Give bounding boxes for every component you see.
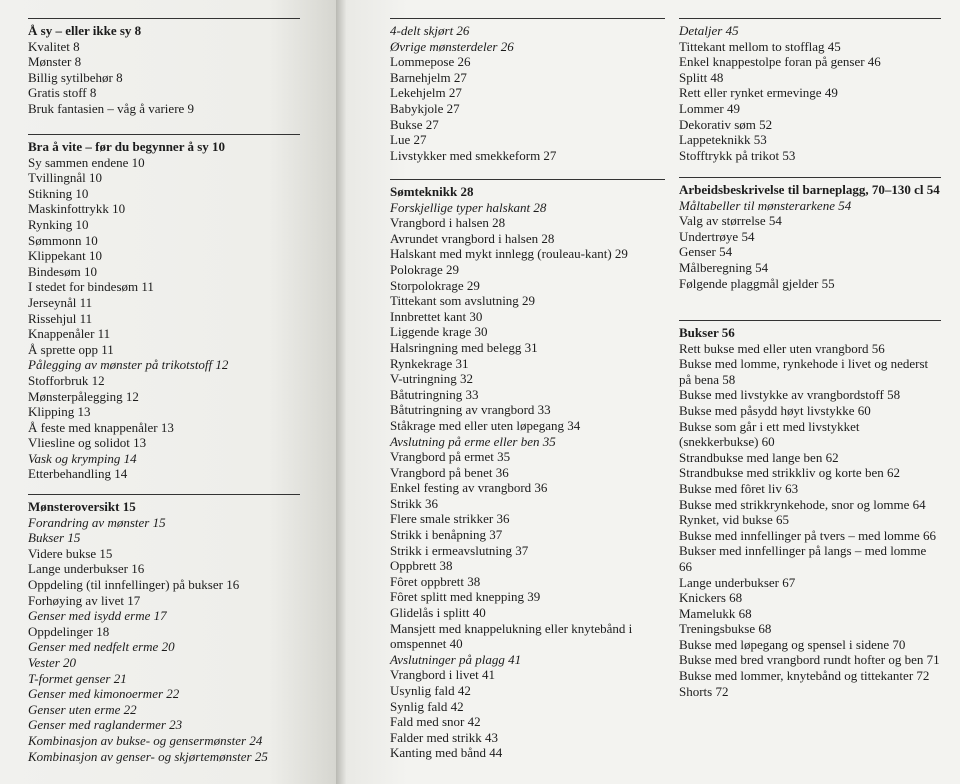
toc-entry: Genser med nedfelt erme 20 <box>28 639 175 655</box>
toc-section <box>679 177 941 291</box>
toc-entry: Bukser 15 <box>28 530 81 546</box>
toc-entry: Lange underbukser 16 <box>28 561 145 577</box>
toc-entry: Glidelås i splitt 40 <box>390 605 486 621</box>
toc-entry: Gratis stoff 8 <box>28 85 97 101</box>
toc-entry: Pålegging av mønster på trikotstoff 12 <box>28 357 229 373</box>
toc-entry: Sømmonn 10 <box>28 232 98 248</box>
section-divider <box>28 18 300 19</box>
toc-entry: Lange underbukser 67 <box>679 574 796 590</box>
toc-entry: Dekorativ søm 52 <box>679 116 773 132</box>
toc-entry: Tittekant mellom to stofflag 45 <box>679 38 841 54</box>
toc-entry: Bukse med livstykke av vrangbordstoff 58 <box>679 387 901 403</box>
toc-entry: Halsringning med belegg 31 <box>390 339 538 355</box>
toc-entry: Rissehjul 11 <box>28 310 93 326</box>
toc-section <box>28 494 300 764</box>
toc-entry: Stikning 10 <box>28 185 89 201</box>
toc-entry: Rynking 10 <box>28 216 89 232</box>
toc-entry: Båtutringning 33 <box>390 386 479 402</box>
toc-entry: Babykjole 27 <box>390 100 460 116</box>
toc-entry: Kombinasjon av bukse- og gensermønster 24 <box>28 732 263 748</box>
toc-entry: Bukse med fôret liv 63 <box>679 480 799 496</box>
section-divider <box>28 494 300 495</box>
toc-entry: Genser med isydd erme 17 <box>28 608 167 624</box>
section-divider <box>679 320 941 321</box>
toc-entry: Fôret oppbrett 38 <box>390 573 481 589</box>
toc-entry: Stofftrykk på trikot 53 <box>679 147 796 163</box>
toc-entry: Oppdeling (til innfellinger) på bukser 16 <box>28 576 240 592</box>
section-divider <box>28 134 300 135</box>
book-gutter <box>336 0 346 784</box>
toc-entry: Avslutninger på plagg 41 <box>390 651 522 667</box>
toc-entry: Genser med kimonoermer 22 <box>28 686 180 702</box>
toc-entry: Bukse med innfellinger på tvers – med lomme 66 <box>679 527 937 543</box>
toc-entry: Halskant med mykt innlegg (rouleau-kant) 29 <box>390 246 628 262</box>
section-divider <box>390 179 665 180</box>
toc-entry: Strandbukse med strikkliv og korte ben 62 <box>679 465 900 481</box>
section-heading: Mønsteroversikt 15 <box>28 499 136 514</box>
toc-entry: Enkel festing av vrangbord 36 <box>390 480 548 496</box>
toc-entry: Vrangbord på ermet 35 <box>390 449 511 465</box>
toc-entry: T-formet genser 21 <box>28 670 127 686</box>
toc-entry: Klippekant 10 <box>28 248 103 264</box>
toc-entry: Rett bukse med eller uten vrangbord 56 <box>679 340 885 356</box>
toc-entry: Mamelukk 68 <box>679 605 752 621</box>
toc-entry: Lekehjelm 27 <box>390 85 462 101</box>
toc-entry: Billig sytilbehør 8 <box>28 69 123 85</box>
section-heading: Arbeidsbeskrivelse til barneplagg, 70–130 cl 54 <box>679 182 940 197</box>
toc-section <box>679 18 941 163</box>
toc-entry: Stofforbruk 12 <box>28 372 105 388</box>
toc-entry: Målberegning 54 <box>679 259 769 275</box>
toc-section <box>390 179 665 761</box>
toc-entry: Strandbukse med lange ben 62 <box>679 449 839 465</box>
toc-entry: Vrangbord i halsen 28 <box>390 215 506 231</box>
toc-entry: Tvillingnål 10 <box>28 170 103 186</box>
section-divider <box>390 18 665 19</box>
toc-entry: Bukser med innfellinger på langs – med lomme 66 <box>679 543 927 574</box>
toc-entry: Bukse med strikkrynkehode, snor og lomme 64 <box>679 496 926 512</box>
toc-entry: Strikk i benåpning 37 <box>390 527 503 543</box>
toc-entry: Vrangbord i livet 41 <box>390 667 496 683</box>
toc-entry: Mansjett med knappelukning eller knytebånd i omspennet 40 <box>390 620 633 652</box>
toc-entry: Rynket, vid bukse 65 <box>679 512 789 528</box>
toc-section <box>390 18 665 163</box>
toc-entry: Forskjellige typer halskant 28 <box>390 199 547 215</box>
toc-entry: Klipping 13 <box>28 404 91 420</box>
toc-section <box>28 134 300 482</box>
toc-entry: Genser 54 <box>679 244 733 260</box>
toc-entry: Rynkekrage 31 <box>390 355 469 371</box>
section-heading: Sømteknikk 28 <box>390 184 474 199</box>
toc-entry: Forhøying av livet 17 <box>28 592 141 608</box>
section-heading: Bra å vite – før du begynner å sy 10 <box>28 139 226 154</box>
toc-entry: Flere smale strikker 36 <box>390 511 510 527</box>
toc-entry: Treningsbukse 68 <box>679 621 772 637</box>
toc-entry: Fôret splitt med knepping 39 <box>390 589 541 605</box>
toc-entry: Lommer 49 <box>679 100 741 116</box>
toc-entry: Knickers 68 <box>679 590 743 606</box>
toc-entry: Mønster 8 <box>28 54 82 70</box>
toc-entry: Oppdelinger 18 <box>28 623 110 639</box>
toc-entry: Kvalitet 8 <box>28 38 80 54</box>
toc-entry: Undertrøye 54 <box>679 228 755 244</box>
toc-entry: Splitt 48 <box>679 69 724 85</box>
toc-entry: Avrundet vrangbord i halsen 28 <box>390 230 555 246</box>
toc-entry: Barnehjelm 27 <box>390 69 467 85</box>
toc-entry: Bukse med lommer, knytebånd og tittekanter 72 <box>679 668 930 684</box>
toc-entry: Å sprette opp 11 <box>28 341 114 357</box>
section-divider <box>679 18 941 19</box>
toc-entry: Vester 20 <box>28 654 77 670</box>
toc-entry: Sy sammen endene 10 <box>28 154 145 170</box>
toc-entry: Lommepose 26 <box>390 54 471 70</box>
toc-entry: Genser med raglandermer 23 <box>28 717 183 733</box>
toc-entry: Kombinasjon av genser- og skjørtemønster 25 <box>28 748 268 764</box>
toc-entry: Storpolokrage 29 <box>390 277 480 293</box>
toc-entry: Øvrige mønsterdeler 26 <box>390 38 514 54</box>
toc-section <box>28 18 300 117</box>
toc-entry: Kanting med bånd 44 <box>390 745 503 761</box>
section-divider <box>679 177 941 178</box>
section-heading: Bukser 56 <box>679 325 735 340</box>
toc-entry: Tittekant som avslutning 29 <box>390 293 536 309</box>
toc-entry: Valg av størrelse 54 <box>679 213 782 229</box>
toc-entry: Båtutringning av vrangbord 33 <box>390 402 551 418</box>
toc-entry: Rett eller rynket ermevinge 49 <box>679 85 838 101</box>
section-heading: Å sy – eller ikke sy 8 <box>28 23 142 38</box>
toc-entry: Shorts 72 <box>679 683 729 699</box>
toc-entry: Lue 27 <box>390 132 427 148</box>
toc-entry: Bindesøm 10 <box>28 263 97 279</box>
toc-entry: Bruk fantasien – våg å variere 9 <box>28 100 195 116</box>
toc-entry: Bukse som går i ett med livstykket (snekkerbukse) 60 <box>679 418 860 450</box>
toc-entry: Bukse med lomme, rynkehode i livet og nederst på bena 58 <box>679 356 929 387</box>
toc-entry: Å feste med knappenåler 13 <box>28 419 174 435</box>
toc-entry: Strikk 36 <box>390 495 439 511</box>
toc-entry: Bukse med løpegang og spensel i sidene 70 <box>679 636 906 652</box>
toc-entry: Ståkrage med eller uten løpegang 34 <box>390 417 581 433</box>
toc-entry: Forandring av mønster 15 <box>28 514 166 530</box>
toc-entry: 4-delt skjørt 26 <box>390 23 470 38</box>
toc-entry: Bukse med bred vrangbord rundt hofter og ben 71 <box>679 652 940 668</box>
toc-entry: I stedet for bindesøm 11 <box>28 279 154 295</box>
toc-entry: Enkel knappestolpe foran på genser 46 <box>679 54 881 70</box>
toc-entry: Avslutning på erme eller ben 35 <box>390 433 556 449</box>
toc-entry: Maskinfottrykk 10 <box>28 201 126 217</box>
toc-entry: Vrangbord på benet 36 <box>390 464 509 480</box>
toc-entry: V-utringning 32 <box>390 371 473 387</box>
toc-entry: Måltabeller til mønsterarkene 54 <box>679 197 852 213</box>
toc-entry: Jerseynål 11 <box>28 294 93 310</box>
toc-entry: Innbrettet kant 30 <box>390 308 483 324</box>
toc-entry: Liggende krage 30 <box>390 324 488 340</box>
toc-entry: Lappeteknikk 53 <box>679 132 767 148</box>
toc-entry: Etterbehandling 14 <box>28 466 128 482</box>
toc-entry: Polokrage 29 <box>390 261 459 277</box>
toc-entry: Fald med snor 42 <box>390 714 481 730</box>
toc-entry: Mønsterpålegging 12 <box>28 388 139 404</box>
toc-entry: Falder med strikk 43 <box>390 729 498 745</box>
toc-entry: Strikk i ermeavslutning 37 <box>390 542 529 558</box>
toc-entry: Bukse 27 <box>390 116 439 132</box>
toc-entry: Detaljer 45 <box>679 23 739 38</box>
toc-entry: Vask og krymping 14 <box>28 450 137 466</box>
toc-entry: Usynlig fald 42 <box>390 683 471 698</box>
toc-entry: Genser uten erme 22 <box>28 701 137 717</box>
toc-entry: Følgende plaggmål gjelder 55 <box>679 275 835 291</box>
toc-entry: Vliesline og solidot 13 <box>28 435 147 451</box>
toc-entry: Videre bukse 15 <box>28 545 113 561</box>
toc-entry: Livstykker med smekkeform 27 <box>390 147 557 163</box>
toc-entry: Bukse med påsydd høyt livstykke 60 <box>679 402 871 418</box>
toc-entry: Oppbrett 38 <box>390 558 453 574</box>
toc-entry: Synlig fald 42 <box>390 698 464 714</box>
toc-entry: Knappenåler 11 <box>28 326 111 342</box>
toc-section <box>679 320 941 699</box>
